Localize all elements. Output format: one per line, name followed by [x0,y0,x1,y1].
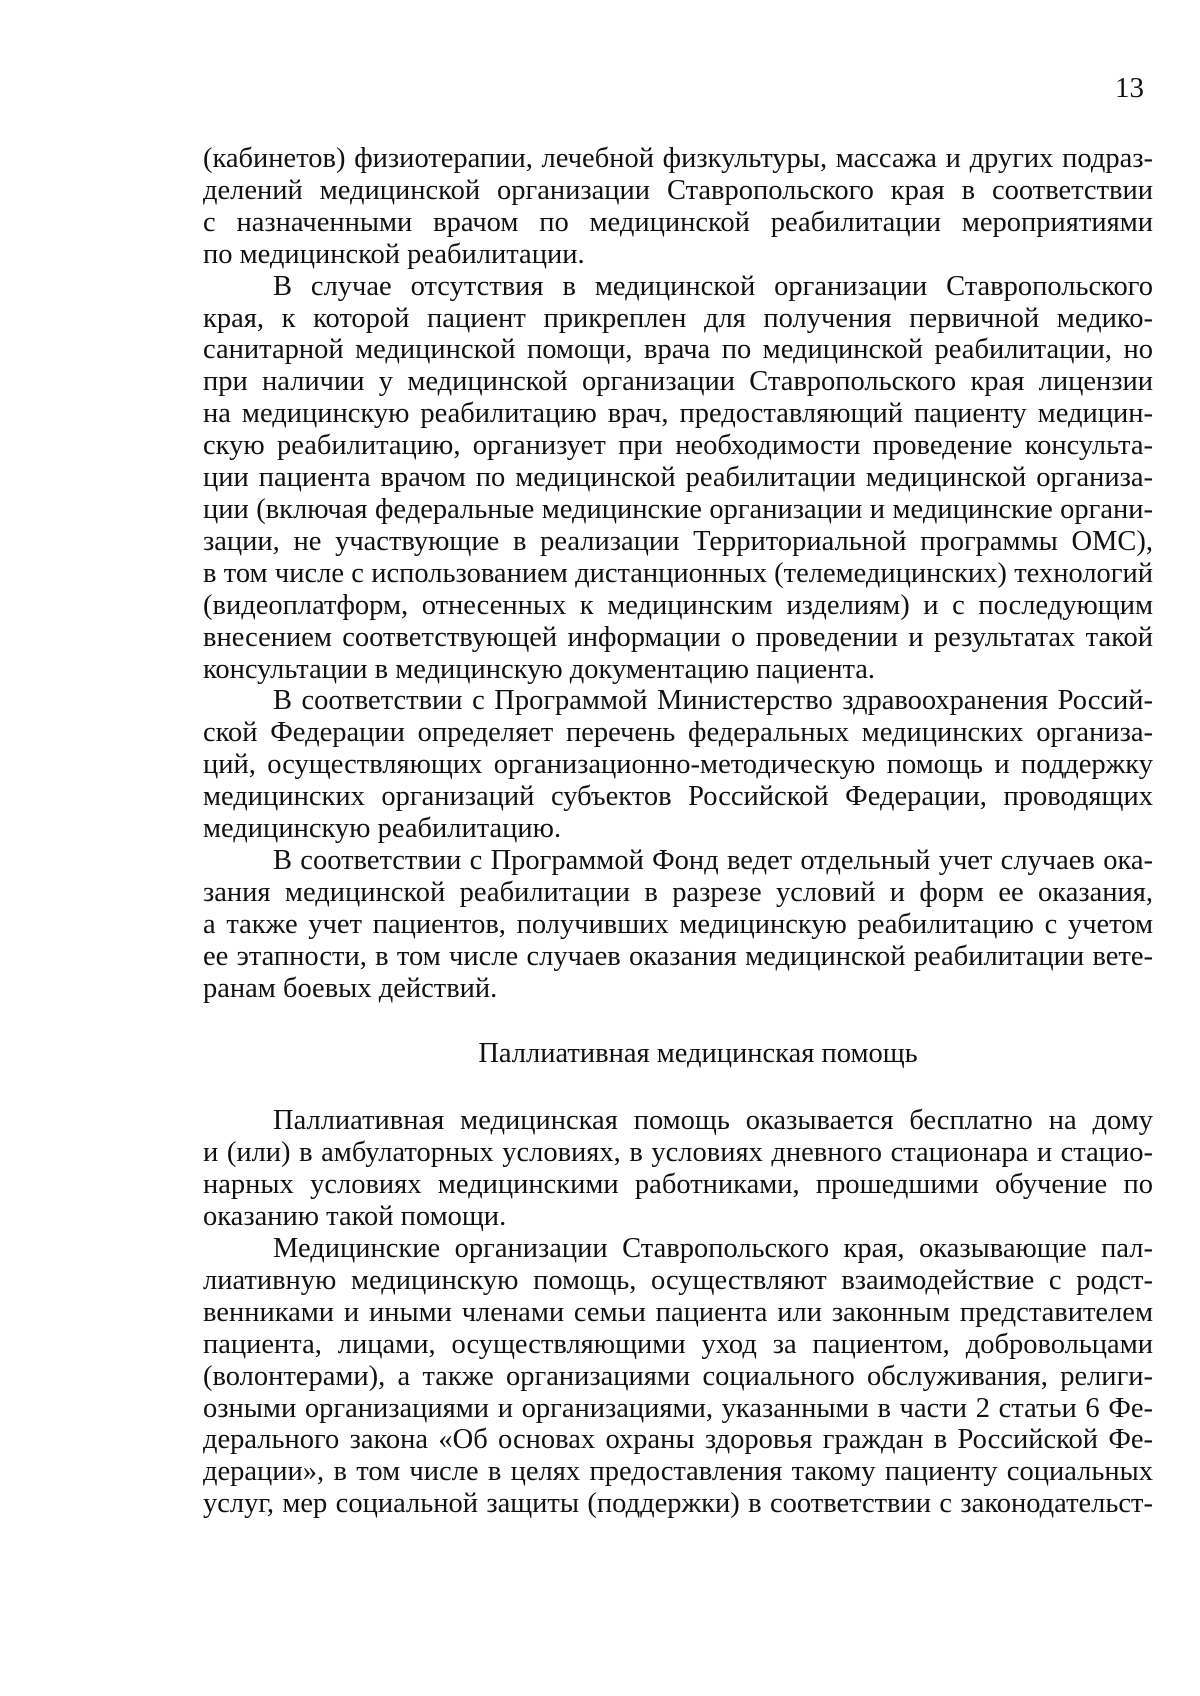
document-body [203,143,1153,1520]
text-line: внесением соответствующей информации о проведении и результатах такой [203,621,1153,653]
text-line: (волонтерами), а также организациями социального обслуживания, религи- [203,1360,1153,1392]
text-line: (видеоплатформ, отнесенных к медицинским изделиям) и с последующим [203,589,1153,621]
text-line: В соответствии с Программой Фонд ведет отдельный учет случаев ока- [273,844,1153,876]
text-line: края, к которой пациент прикреплен для получения первичной медико- [203,302,1153,334]
text-line: Паллиативная медицинская помощь оказывается бесплатно на дому [273,1105,1153,1137]
text-line: скую реабилитацию, организует при необходимости проведение консульта- [203,430,1153,462]
text-line: медицинскую реабилитацию. [203,813,562,845]
text-line: лиативную медицинскую помощь, осуществляют взаимодействие с родст- [203,1264,1153,1296]
text-line: дерального закона «Об основах охраны здоровья граждан в Российской Фе- [203,1424,1153,1456]
paragraph-continuation [203,143,1153,271]
text-line: по медицинской реабилитации. [203,238,585,270]
page-number: 13 [1115,72,1144,104]
paragraph-fund [203,845,1153,1005]
text-line: при наличии у медицинской организации Ставропольского края лицензии [203,366,1153,398]
text-line: нарных условиях медицинскими работниками, прошедшими обучение по [203,1169,1153,1201]
paragraph-palliative-free [203,1105,1153,1233]
section-heading: Паллиативная медицинская помощь [478,1038,918,1070]
text-line: оказанию такой помощи. [203,1201,507,1233]
paragraph-absence-of-doctor [203,271,1153,686]
text-line: В случае отсутствия в медицинской организации Ставропольского [273,270,1153,302]
paragraph-palliative-interaction [203,1233,1153,1520]
text-line: (кабинетов) физиотерапии, лечебной физкультуры, массажа и других подраз- [203,143,1153,174]
text-line: пациента, лицами, осуществляющими уход за пациентом, добровольцами [203,1328,1153,1360]
text-line: и (или) в амбулаторных условиях, в условиях дневного стационара и стацио- [203,1137,1153,1169]
paragraph-ministry [203,685,1153,845]
text-line: консультации в медицинскую документацию пациента. [203,653,876,685]
text-line: а также учет пациентов, получивших медицинскую реабилитацию с учетом [203,908,1153,940]
text-line: Медицинские организации Ставропольского края, оказывающие пал- [273,1233,1153,1264]
text-line: ской Федерации определяет перечень федеральных медицинских организа- [203,717,1153,749]
text-line: с назначенными врачом по медицинской реабилитации мероприятиями [203,206,1153,238]
text-line: ций, осуществляющих организационно-методическую помощь и поддержку [203,749,1153,781]
text-line: дерации», в том числе в целях предоставления такому пациенту социальных [203,1456,1153,1488]
text-line: зации, не участвующие в реализации Территориальной программы ОМС), [203,525,1153,557]
text-line: делений медицинской организации Ставропольского края в соответствии [203,174,1153,206]
text-line: в том числе с использованием дистанционных (телемедицинских) технологий [203,557,1153,589]
text-line: ции (включая федеральные медицинские организации и медицинские органи- [203,493,1153,525]
text-line: ранам боевых действий. [203,972,498,1004]
text-line: венниками и иными членами семьи пациента или законным представителем [203,1296,1153,1328]
text-line: зания медицинской реабилитации в разрезе условий и форм ее оказания, [203,876,1153,908]
text-line: ции пациента врачом по медицинской реабилитации медицинской организа- [203,462,1153,494]
text-line: медицинских организаций субъектов Российской Федерации, проводящих [203,781,1153,813]
text-line: на медицинскую реабилитацию врач, предоставляющий пациенту медицин- [203,398,1153,430]
text-line: В соответствии с Программой Министерство здравоохранения Россий- [273,685,1153,717]
text-line: санитарной медицинской помощи, врача по медицинской реабилитации, но [203,334,1153,366]
text-line: ее этапности, в том числе случаев оказания медицинской реабилитации вете- [203,940,1153,972]
text-line: услуг, мер социальной защиты (поддержки) в соответствии с законодательст- [203,1488,1153,1520]
text-line: озными организациями и организациями, указанными в части 2 статьи 6 Фе- [203,1392,1153,1424]
